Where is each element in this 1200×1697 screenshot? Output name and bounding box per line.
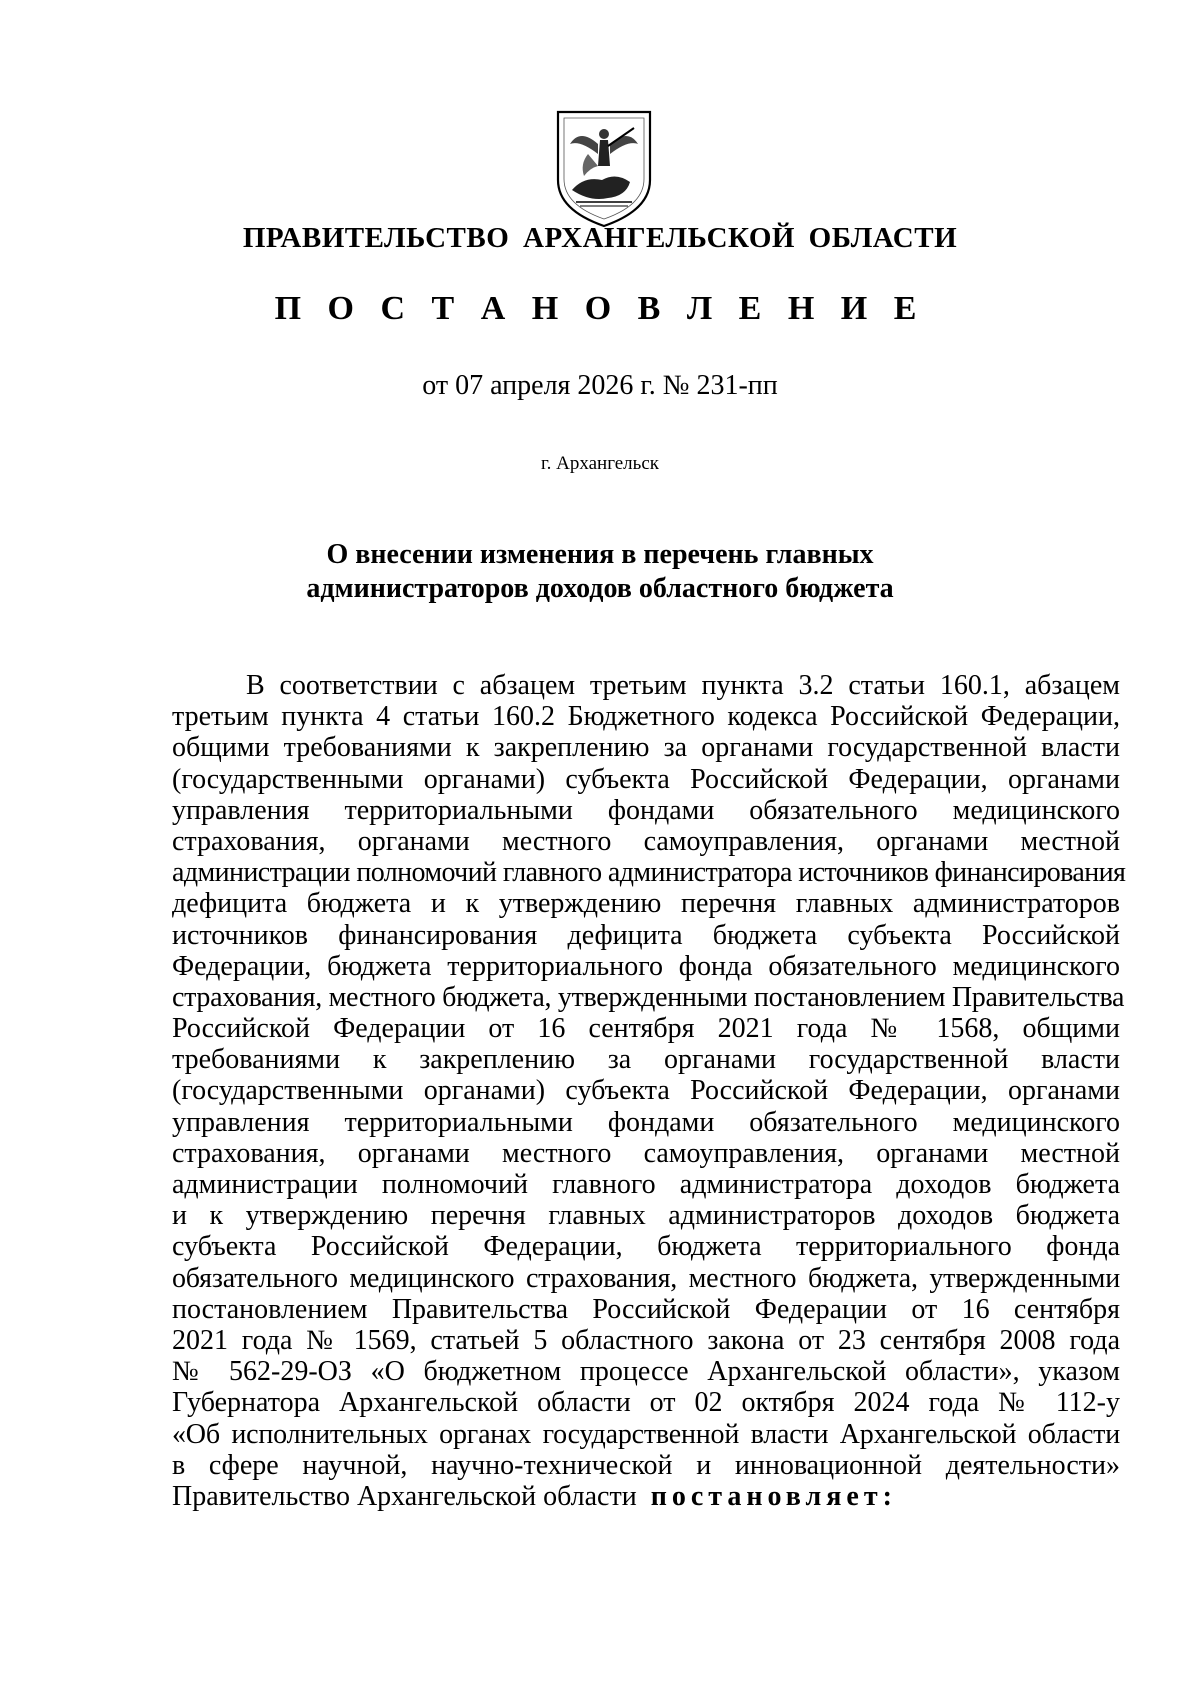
body-line: управления территориальными фондами обязательного медицинского — [172, 1106, 1120, 1138]
body-line: администрации полномочий главного администратора источников финансирования — [172, 857, 1126, 889]
body-last-line-prefix: Правительство Архангельской области — [172, 1480, 637, 1512]
body-line: обязательного медицинского страхования, местного бюджета, утвержденными — [172, 1262, 1120, 1294]
body-line: «Об исполнительных органах государственной власти Архангельской области — [172, 1418, 1120, 1450]
body-line: 2021 года № 1569, статьей 5 областного закона от 23 сентября 2008 года — [172, 1324, 1120, 1356]
body-line: Губернатора Архангельской области от 02 октября 2024 года № 112-у — [172, 1387, 1120, 1419]
body-line: постановлением Правительства Российской Федерации от 16 сентября — [172, 1293, 1120, 1325]
body-line: страхования, местного бюджета, утвержденными постановлением Правительства — [172, 981, 1125, 1013]
document-type: П О С Т А Н О В Л Е Н И Е — [274, 290, 926, 327]
body-last-line-suffix: : — [882, 1480, 892, 1512]
body-line: Федерации, бюджета территориального фонда обязательного медицинского — [172, 950, 1120, 982]
organization-name: ПРАВИТЕЛЬСТВО АРХАНГЕЛЬСКОЙ ОБЛАСТИ — [242, 222, 958, 254]
body-line: общими требованиями к закреплению за органами государственной власти — [172, 732, 1120, 764]
coat-of-arms-emblem — [550, 106, 658, 230]
body-line: субъекта Российской Федерации, бюджета территориального фонда — [172, 1231, 1120, 1263]
body-line: В соответствии с абзацем третьим пункта 3.2 статьи 160.1, абзацем — [246, 670, 1120, 701]
body-line: источников финансирования дефицита бюджета субъекта Российской — [172, 919, 1120, 951]
body-line: № 562-29-ОЗ «О бюджетном процессе Архангельской области», указом — [172, 1356, 1120, 1388]
body-line: (государственными органами) субъекта Российской Федерации, органами — [172, 1075, 1120, 1107]
document-title-line: О внесении изменения в перечень главных — [326, 539, 874, 570]
body-line: страхования, органами местного самоуправления, органами местной — [172, 1137, 1120, 1169]
document-date-number: от 07 апреля 2026 г. № 231-пп — [422, 370, 778, 401]
body-line: (государственными органами) субъекта Российской Федерации, органами — [172, 763, 1120, 795]
body-last-line — [172, 1481, 1120, 1512]
body-line: требованиями к закреплению за органами государственной власти — [172, 1044, 1120, 1076]
body-line: и к утверждению перечня главных администраторов доходов бюджета — [172, 1200, 1120, 1232]
body-line: дефицита бюджета и к утверждению перечня главных администраторов — [172, 888, 1120, 920]
document-title-line: администраторов доходов областного бюджета — [306, 573, 894, 604]
body-line: страхования, органами местного самоуправления, органами местной — [172, 825, 1120, 857]
body-line: в сфере научной, научно-технической и инновационной деятельности» — [172, 1449, 1120, 1481]
document-body — [172, 670, 1126, 1512]
resolves-keyword: постановляет — [650, 1480, 883, 1512]
document-title — [200, 538, 1000, 606]
body-line: Российской Федерации от 16 сентября 2021 года № 1568, общими — [172, 1013, 1120, 1045]
body-line: администрации полномочий главного администратора доходов бюджета — [172, 1169, 1120, 1200]
body-line: управления территориальными фондами обязательного медицинского — [172, 794, 1120, 826]
body-line: третьим пункта 4 статьи 160.2 Бюджетного кодекса Российской Федерации, — [172, 701, 1120, 733]
document-city: г. Архангельск — [540, 453, 659, 474]
